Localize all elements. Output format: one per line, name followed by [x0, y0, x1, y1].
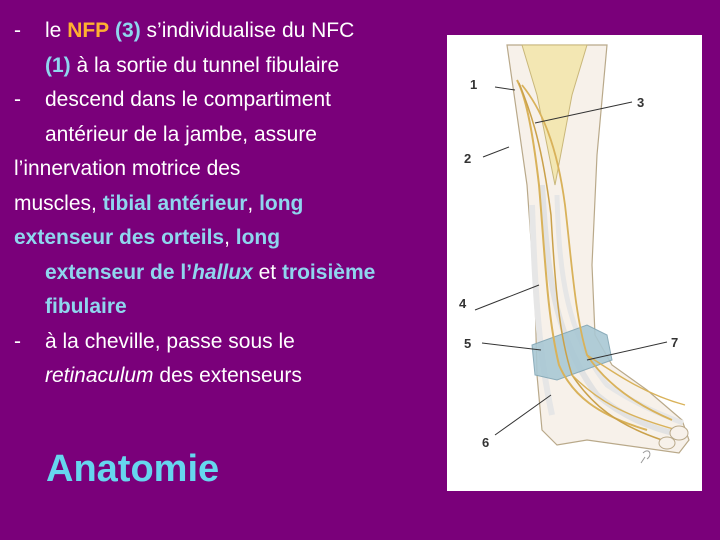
bullet-2-line-3 — [14, 152, 444, 187]
artist-mark — [641, 451, 650, 463]
slide-title: Anatomie — [46, 448, 220, 490]
text: le — [45, 19, 68, 42]
figure-label-6: 6 — [482, 435, 490, 450]
anatomy-figure — [447, 35, 702, 491]
text: descend dans le compartiment — [45, 88, 331, 111]
text: antérieur de la jambe, assure — [45, 122, 317, 146]
bullet-dash: - — [14, 19, 21, 42]
bullet-2-line-1 — [14, 83, 444, 118]
text: muscles, — [14, 191, 103, 215]
bullet-3-line-2 — [14, 359, 444, 394]
bullet-1-line-2 — [14, 49, 444, 84]
leader-line-2 — [483, 147, 509, 157]
figure-label-3: 3 — [637, 95, 645, 110]
bullet-1-line-1 — [14, 14, 444, 49]
muscle-extenseur-hallux: extenseur de l’ — [45, 260, 193, 284]
leader-line-1 — [495, 87, 515, 90]
text: à la cheville, passe sous le — [45, 329, 295, 353]
text-block — [14, 14, 444, 394]
text: l’innervation motrice des — [14, 157, 241, 180]
text: , — [247, 191, 260, 215]
hallux-term: hallux — [192, 260, 253, 284]
bullet-2-line-4 — [14, 187, 444, 222]
muscle-fibulaire: fibulaire — [45, 295, 127, 318]
toe — [659, 437, 675, 449]
text: et — [252, 260, 282, 284]
muscle-long: long — [259, 191, 304, 215]
muscle-extenseur-orteils: extenseur des orteils — [14, 226, 225, 249]
toe — [670, 426, 688, 440]
leader-line-4 — [475, 285, 539, 310]
bullet-3-line-1 — [14, 325, 444, 360]
figure-label-4: 4 — [459, 296, 467, 311]
muscle-long-2: long — [235, 226, 281, 249]
retinaculum-term: retinaculum — [45, 364, 154, 387]
ref-3: (3) — [115, 19, 141, 42]
text: à la sortie du tunnel fibulaire — [70, 53, 340, 77]
text: des extenseurs — [153, 364, 302, 387]
bullet-dash: - — [14, 88, 21, 111]
figure-label-2: 2 — [464, 151, 472, 166]
muscle-tibial-anterieur: tibial antérieur — [102, 191, 248, 215]
bullet-dash: - — [14, 329, 21, 353]
text: , — [224, 226, 236, 249]
bullet-2-line-2 — [14, 118, 444, 153]
ref-1: (1) — [45, 53, 71, 77]
bullet-2-line-6 — [14, 256, 444, 291]
figure-label-5: 5 — [464, 336, 472, 351]
figure-label-7: 7 — [671, 335, 679, 350]
muscle-troisieme: troisième — [281, 260, 376, 284]
text: s’individualise du NFC — [140, 19, 355, 42]
bullet-2-line-5 — [14, 221, 444, 256]
figure-label-1: 1 — [470, 77, 478, 92]
bullet-2-line-7 — [14, 290, 444, 325]
leg-illustration — [447, 35, 702, 491]
nfp-term: NFP — [67, 19, 110, 42]
